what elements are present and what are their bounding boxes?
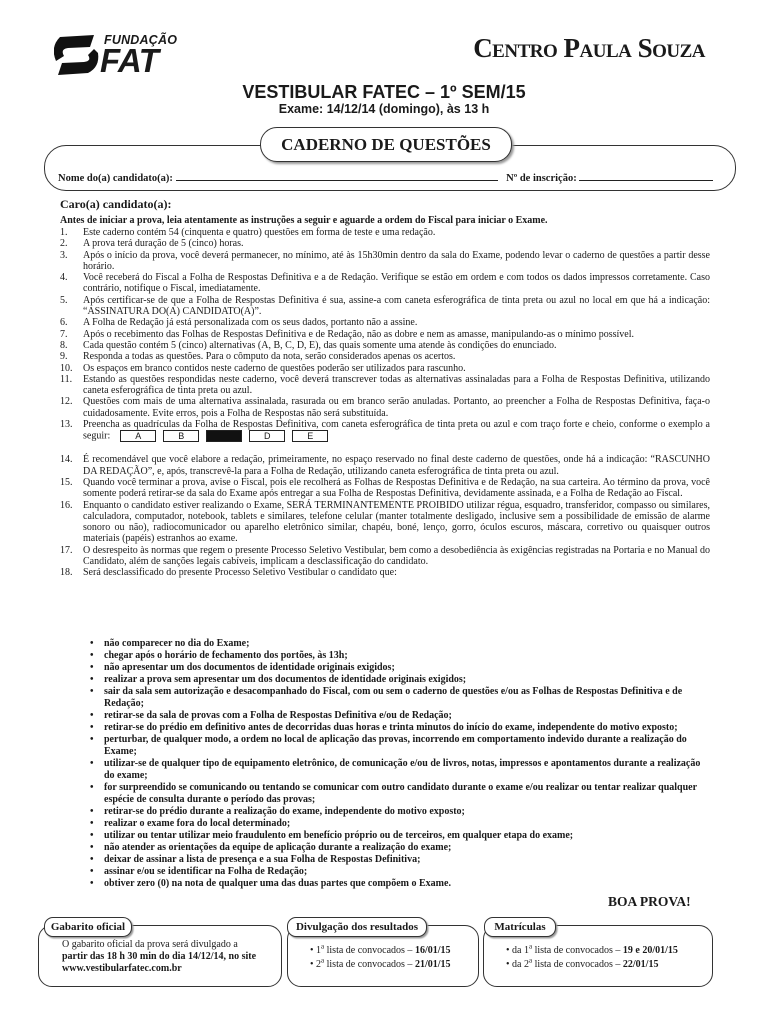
name-label: Nome do(a) candidato(a):: [58, 173, 173, 184]
closing-text: BOA PROVA!: [608, 894, 691, 909]
item-ordinal-suffix: a: [528, 956, 533, 965]
disqualification-item: • utilizar ou tentar utilizar meio fraudulento em benefício próprio ou de terceiros, em qualquer etapa do exame;: [90, 830, 710, 842]
item-label: lista de convocados –: [324, 959, 415, 970]
rule-number: 2.: [60, 238, 68, 250]
gabarito-url[interactable]: www.vestibularfatec.com.br: [62, 963, 182, 974]
rule-text-content: Responda a todas as questões. Para o cômputo da nota, serão considerados apenas os acertos.: [83, 351, 456, 363]
rule-text: [83, 374, 710, 397]
rule-text-content: Após o recebimento das Folhas de Respostas Definitiva e de Redação, não as dobre e nem as amasse, manipulando-as o mínimo possível.: [83, 328, 634, 340]
list-item: [310, 944, 475, 958]
gabarito-text: [62, 939, 277, 975]
disqualification-item: • realizar a prova sem apresentar um dos documentos de identidade originais exigidos;: [90, 674, 710, 686]
list-item: [506, 958, 706, 972]
rule-text: [83, 396, 710, 419]
rule-text-content: Este caderno contém 54 (cinquenta e quatro) questões em forma de teste e uma redação.: [83, 227, 436, 238]
rule-text-content: Após o início da prova, você deverá permanecer, no mínimo, até às 15h30min dentro da sala do Exame, podendo levar o caderno de questões a partir desse horário.: [83, 249, 710, 272]
disqualification-item: • perturbar, de qualquer modo, a ordem no local de aplicação das provas, incorrendo em comportamento indevido durante a realização do Exame;: [90, 734, 710, 758]
rule-item: [60, 396, 710, 419]
rule-item: [60, 238, 710, 249]
gabarito-title: Gabarito oficial: [44, 917, 132, 937]
answer-example: [120, 430, 328, 442]
rule-number: 14.: [60, 454, 73, 466]
rule-number: 9.: [60, 351, 68, 363]
item-ordinal: 1: [316, 945, 322, 956]
rules-list: [60, 227, 710, 579]
rule-item: [60, 545, 710, 568]
resultados-list: [310, 944, 475, 972]
item-ordinal: 2: [316, 959, 322, 970]
gabarito-line-1: O gabarito oficial da prova será divulgado a: [62, 939, 238, 950]
item-label: lista de convocados –: [532, 945, 623, 956]
disqualification-item: • sair da sala sem autorização e desacompanhado do Fiscal, com ou sem o caderno de questões e/ou as Folhas de Respostas Definitiva e de Redação;: [90, 686, 710, 710]
rule-item: [60, 477, 710, 500]
name-field[interactable]: [176, 171, 498, 181]
item-date: 19 e 20/01/15: [622, 945, 678, 956]
rule-number: 8.: [60, 339, 68, 351]
rule-text-content: É recomendável que você elabore a redação, primeiramente, no espaço reservado no final deste caderno de questões, onde há a indicação: “RASCUNHO DA REDAÇÃO”, e, após, transcrevê-la para a Folha de Redação, utilizando caneta esferográfica de tinta preta ou azul.: [83, 454, 710, 477]
rule-item: [60, 374, 710, 397]
rule-text-content: Será desclassificado do presente Processo Seletivo Vestibular o candidato que:: [83, 567, 397, 579]
item-ordinal-suffix: a: [528, 942, 533, 951]
rule-text-content: O desrespeito às normas que regem o presente Processo Seletivo Vestibular, bem como a desobediência às exigências registradas na Portaria e no Manual do Candidato, além de sanções legais cabíveis, implicam a desclassificação do candidato.: [83, 544, 710, 568]
institution-name: Centro Paula Souza: [473, 33, 705, 63]
rule-text: [83, 250, 710, 273]
rule-text: [83, 351, 710, 362]
rule-item: [60, 351, 710, 362]
disqualification-item: • utilizar-se de qualquer tipo de equipamento eletrônico, de comunicação e/ou de livros, notas, impressos e apontamentos durante a realização do exame;: [90, 758, 710, 782]
rule-text: [83, 340, 710, 351]
rule-text-content: Enquanto o candidato estiver realizando o Exame, SERÁ TERMINANTEMENTE PROIBIDO utilizar régua, esquadro, transferidor, compasso ou similares, calculadora, computador, notebook, tablets e similares, telefone celular (manter totalmente desligado, inclusive sem a possibilidade de emissão de alarme sonoro ou não), radiocomunicador ou aparelho eletrônico similar, chapéu, boné, lenço, gorro, óculos escuros, máscara, corretivo ou quaisquer outros materiais (papéis) estranhos ao exame.: [83, 499, 710, 545]
rule-number: 11.: [60, 373, 73, 385]
rule-item: [60, 317, 710, 328]
rule-number: 1.: [60, 227, 68, 238]
rule-text: [83, 477, 710, 500]
item-ordinal-suffix: a: [321, 942, 325, 951]
rule-text-content: Quando você terminar a prova, avise o Fiscal, pois ele recolherá as Folhas de Respostas Definitiva e de Redação, na sua carteira. Ao término da prova, você somente poderá retirar-se da sala do Exame após entregar a sua Folha de Respostas Definitiva, devidamente assinada, e a Folha de Redação ao Fiscal.: [83, 476, 710, 500]
disqualification-item: • for surpreendido se comunicando ou tentando se comunicar com outro candidato durante o exame e/ou realizar ou tentar realizar qualquer espécie de consulta durante o período das provas;: [90, 782, 710, 806]
intro-text: Antes de iniciar a prova, leia atentamente as instruções a seguir e aguarde a ordem do Fiscal para iniciar o Exame.: [60, 215, 548, 226]
item-ordinal: 1: [523, 945, 529, 956]
answer-example-box: A: [120, 430, 156, 442]
rule-text: [83, 567, 710, 578]
disqualification-item: • não comparecer no dia do Exame;: [90, 638, 710, 650]
registration-label: Nº de inscrição:: [506, 173, 577, 184]
rule-text-content: Preencha as quadrículas da Folha de Respostas Definitiva, com caneta esferográfica de tinta preta ou azul e com traço forte e cheio, conforme o exemplo a seguir:: [83, 419, 710, 442]
rule-text: [83, 545, 710, 568]
rule-text-content: Após certificar-se de que a Folha de Respostas Definitiva é sua, assine-a com caneta esferográfica de tinta preta ou azul no local em que há a indicação: “ASSINATURA DO(A) CANDIDATO(A)”.: [83, 294, 710, 318]
rule-item: [60, 250, 710, 273]
rule-text-content: A Folha de Redação já está personalizada com os seus dados, portanto não a assine.: [83, 317, 418, 329]
rule-text-content: Os espaços em branco contidos neste caderno de questões poderão ser utilizados para rascunho.: [83, 362, 466, 374]
rule-number: 7.: [60, 328, 68, 340]
answer-example-box: E: [292, 430, 328, 442]
fat-logo-icon: [54, 31, 100, 77]
rule-text: [83, 238, 710, 249]
disqualification-list: [90, 638, 710, 890]
answer-example-box: D: [249, 430, 285, 442]
rule-text-content: Cada questão contém 5 (cinco) alternativas (A, B, C, D, E), das quais somente uma atende às condições do enunciado.: [83, 339, 557, 351]
rule-text: [83, 363, 710, 374]
rule-item: [60, 295, 710, 318]
rule-number: 15.: [60, 476, 73, 488]
item-prefix: da: [512, 959, 524, 970]
item-ordinal: 2: [523, 959, 529, 970]
rule-number: 6.: [60, 317, 68, 329]
rule-number: 10.: [60, 362, 73, 374]
answer-example-box: B: [163, 430, 199, 442]
rule-text-content: Questões com mais de uma alternativa assinalada, rasurada ou em branco serão anuladas. Portanto, ao preencher a Folha de Respostas Definitiva, faça-o cuidadosamente. Evite erros, pois a Folha de Respostas não será substituída.: [83, 396, 710, 419]
rule-text: [83, 419, 710, 442]
rule-item: [60, 227, 710, 238]
rule-number: 16.: [60, 499, 73, 511]
rule-item: [60, 272, 710, 295]
exam-title: VESTIBULAR FATEC – 1º SEM/15: [242, 82, 526, 102]
rule-number: 3.: [60, 249, 68, 261]
rule-text: [83, 317, 710, 328]
list-item: [506, 944, 706, 958]
fundacao-fat-logo: [54, 31, 196, 79]
list-item: [310, 958, 475, 972]
rule-number: 13.: [60, 419, 73, 431]
rule-text: [83, 227, 710, 238]
gabarito-line-2: partir das 18 h 30 min do dia 14/12/14, no site: [62, 951, 257, 962]
rule-number: 17.: [60, 544, 73, 556]
rule-text: [83, 500, 710, 545]
matriculas-list: [506, 944, 706, 972]
disqualification-item: • retirar-se do prédio durante a realização do exame, independente do motivo exposto;: [90, 806, 710, 818]
resultados-title: Divulgação dos resultados: [287, 917, 427, 937]
item-prefix: da: [512, 945, 524, 956]
disqualification-item: • assinar e/ou se identificar na Folha de Redação;: [90, 866, 710, 878]
rule-number: 4.: [60, 272, 68, 284]
disqualification-item: • não apresentar um dos documentos de identidade originais exigidos;: [90, 662, 710, 674]
disqualification-item: • chegar após o horário de fechamento dos portões, às 13h;: [90, 650, 710, 662]
disqualification-item: • realizar o exame fora do local determinado;: [90, 818, 710, 830]
rule-item: [60, 454, 710, 477]
rule-number: 5.: [60, 294, 68, 306]
rule-text-content: Estando as questões respondidas neste caderno, você deverá transcrever todas as alternativas assinaladas para a Folha de Respostas Definitiva, utilizando caneta esferográfica de tinta preta ou azul.: [83, 373, 710, 397]
rule-text: [83, 272, 710, 295]
rule-text: [83, 295, 710, 318]
rule-number: 12.: [60, 396, 73, 408]
item-ordinal-suffix: a: [321, 956, 325, 965]
registration-field[interactable]: [579, 171, 713, 181]
disqualification-item: • não atender as orientações da equipe de aplicação durante a realização do exame;: [90, 842, 710, 854]
disqualification-item: • retirar-se do prédio em definitivo antes de decorridas duas horas e trinta minutos do início do exame, independente do motivo exposto;: [90, 722, 710, 734]
rule-text: [83, 329, 710, 340]
item-date: 22/01/15: [622, 959, 659, 970]
rule-item: [60, 329, 710, 340]
disqualification-item: • obtiver zero (0) na nota de qualquer uma das duas partes que compõem o Exame.: [90, 878, 710, 890]
booklet-title: CADERNO DE QUESTÕES: [260, 127, 512, 162]
answer-example-box: [206, 430, 242, 442]
rule-item: [60, 500, 710, 545]
rule-item: [60, 363, 710, 374]
logo-fat-text: FAT: [100, 42, 159, 79]
rule-item: [60, 340, 710, 351]
item-label: lista de convocados –: [324, 945, 415, 956]
rule-item: [60, 419, 710, 442]
rule-text-content: Você receberá do Fiscal a Folha de Respostas Definitiva e a de Redação. Verifique se estão em ordem e com todos os dados impressos corretamente. Caso contrário, notifique o Fiscal, imediatamente.: [83, 272, 710, 295]
item-date: 16/01/15: [414, 945, 451, 956]
greeting: Caro(a) candidato(a):: [60, 197, 172, 211]
rule-text-content: A prova terá duração de 5 (cinco) horas.: [83, 238, 244, 250]
candidate-fields: [58, 171, 713, 184]
disqualification-item: • retirar-se da sala de provas com a Folha de Respostas Definitiva e/ou de Redação;: [90, 710, 710, 722]
matriculas-title: Matrículas: [484, 917, 556, 937]
exam-date: Exame: 14/12/14 (domingo), às 13 h: [278, 102, 490, 116]
logo-fundacao-text: FUNDAÇÃO: [104, 33, 178, 47]
rule-item: [60, 567, 710, 578]
disqualification-item: • deixar de assinar a lista de presença e a sua Folha de Respostas Definitiva;: [90, 854, 710, 866]
item-date: 21/01/15: [414, 959, 451, 970]
item-label: lista de convocados –: [532, 959, 623, 970]
rule-text: [83, 454, 710, 477]
rule-number: 18.: [60, 567, 73, 579]
